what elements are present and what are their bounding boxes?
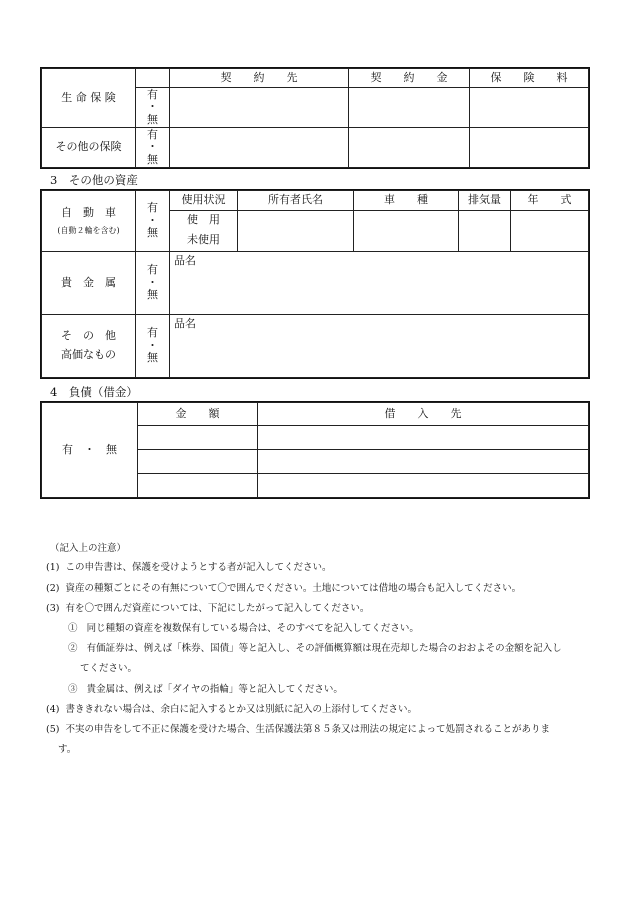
other-insurance-premium-cell[interactable] — [470, 128, 589, 168]
other-valuables-item-label: 品名 — [174, 317, 196, 330]
model-year-cell[interactable] — [511, 211, 589, 252]
owner-name-cell[interactable] — [238, 211, 354, 252]
section3-title: 3 その他の資産 — [50, 173, 138, 187]
debt-status[interactable]: 有 ・ 無 — [42, 403, 138, 498]
header-contract-amount: 契 約 金 — [349, 69, 470, 88]
other-assets-table — [41, 190, 589, 378]
other-insurance-yes-no[interactable]: 有 ・ 無 — [136, 128, 170, 168]
life-insurance-yes-no[interactable]: 有 ・ 無 — [136, 88, 170, 128]
header-model-year: 年 式 — [511, 191, 589, 211]
header-contract-party: 契 約 先 — [170, 69, 349, 88]
header-lender: 借 入 先 — [258, 403, 589, 426]
usage-in-use-option[interactable]: 使 用 — [170, 211, 238, 231]
note-item-5: (5) 不実の申告をして不正に保護を受けた場合、生活保護法第８５条又は刑法の規定によって処罰されることがありま — [46, 724, 551, 735]
debt-table — [41, 402, 589, 498]
note-item-3: (3) 有を〇で囲んだ資産については、下記にしたがって記入してください。 — [46, 603, 370, 614]
note-subitem-2-continued: てください。 — [80, 663, 138, 674]
debt-lender-cell-3[interactable] — [258, 474, 589, 498]
precious-metal-item-label: 品名 — [174, 254, 196, 267]
note-item-5-continued: す。 — [58, 744, 77, 755]
note-item-4: (4) 書ききれない場合は、余白に記入するとか又は別紙に記入の上添付してください。 — [46, 704, 418, 715]
debt-lender-cell-2[interactable] — [258, 450, 589, 474]
section4-title: 4 負債（借金） — [50, 385, 138, 399]
other-valuables-label-line2: 高価なもの — [61, 348, 116, 361]
note-item-1: (1) この申告書は、保護を受けようとする者が記入してください。 — [46, 562, 332, 573]
header-usage: 使用状況 — [170, 191, 238, 211]
other-insurance-contract-party-cell[interactable] — [170, 128, 349, 168]
header-owner-name: 所有者氏名 — [238, 191, 354, 211]
other-valuables-yes-no[interactable]: 有 ・ 無 — [136, 315, 170, 378]
usage-not-in-use-option[interactable]: 未使用 — [170, 231, 238, 252]
car-sublabel: (自動２輪を含む) — [57, 225, 120, 235]
car-label: 自 動 車 — [61, 206, 116, 220]
car-label-cell — [42, 191, 136, 252]
other-valuables-label-line1: そ の 他 — [61, 329, 116, 343]
notes-title: （記入上の注意） — [50, 543, 127, 554]
header-premium: 保 険 料 — [470, 69, 589, 88]
other-valuables-label-cell — [42, 315, 136, 378]
header-displacement: 排気量 — [459, 191, 511, 211]
insurance-table — [41, 68, 589, 168]
other-insurance-label: その他の保険 — [42, 128, 136, 168]
displacement-cell[interactable] — [459, 211, 511, 252]
car-type-cell[interactable] — [354, 211, 459, 252]
life-insurance-contract-amount-cell[interactable] — [349, 88, 470, 128]
debt-amount-cell-3[interactable] — [138, 474, 258, 498]
note-subitem-1: ① 同じ種類の資産を複数保有している場合は、そのすべてを記入してください。 — [68, 623, 419, 634]
precious-metal-item-cell[interactable] — [170, 252, 589, 315]
debt-amount-cell-1[interactable] — [138, 426, 258, 450]
header-amount: 金 額 — [138, 403, 258, 426]
header-blank — [136, 69, 170, 88]
car-yes-no[interactable]: 有 ・ 無 — [136, 191, 170, 252]
life-insurance-premium-cell[interactable] — [470, 88, 589, 128]
life-insurance-contract-party-cell[interactable] — [170, 88, 349, 128]
note-item-2: (2) 資産の種類ごとにその有無について〇で囲んでください。土地については借地の場合も記入してください。 — [46, 583, 522, 594]
other-valuables-item-cell[interactable] — [170, 315, 589, 378]
header-car-type: 車 種 — [354, 191, 459, 211]
note-subitem-3: ③ 貴金属は、例えば「ダイヤの指輪」等と記入してください。 — [68, 684, 343, 695]
other-insurance-contract-amount-cell[interactable] — [349, 128, 470, 168]
debt-amount-cell-2[interactable] — [138, 450, 258, 474]
life-insurance-label: 生 命 保 険 — [42, 69, 136, 128]
precious-metal-label: 貴 金 属 — [42, 252, 136, 315]
debt-lender-cell-1[interactable] — [258, 426, 589, 450]
precious-metal-yes-no[interactable]: 有 ・ 無 — [136, 252, 170, 315]
note-subitem-2: ② 有価証券は、例えば「株券、国債」等と記入し、その評価概算額は現在売却した場合のおおよその金額を記入し — [68, 643, 562, 654]
